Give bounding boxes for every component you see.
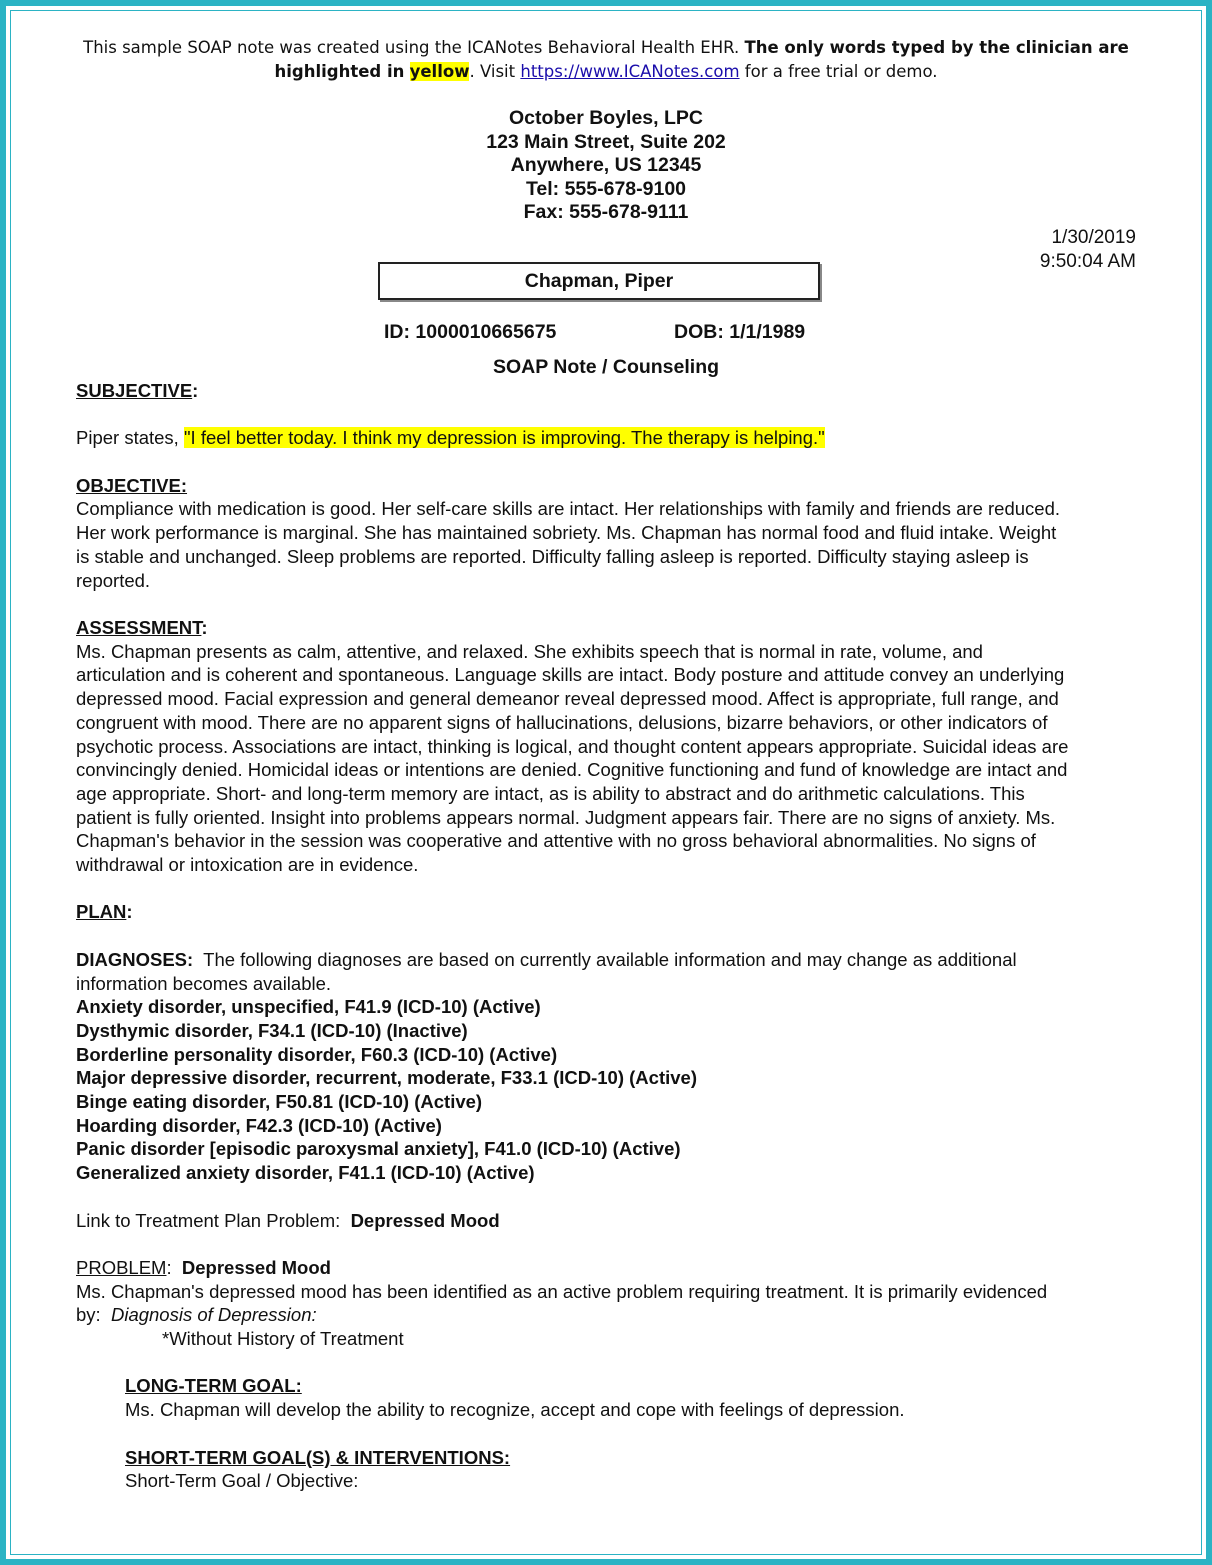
problem-heading: PROBLEM: Depressed Mood	[76, 1256, 331, 1278]
patient-dob: DOB: 1/1/1989	[674, 321, 806, 343]
diagnoses-list	[76, 995, 1140, 1185]
problem-sub: *Without History of Treatment	[162, 1328, 404, 1350]
problem-text: Ms. Chapman's depressed mood has been identified as an active problem requiring treatment. It is primarily evidenced	[76, 1280, 1048, 1302]
diagnoses-intro: DIAGNOSES: The following diagnoses are based on currently available information and may change as additional	[76, 948, 1017, 970]
note-time: 9:50:04 AM	[1039, 251, 1136, 272]
notice-visit: . Visit	[469, 62, 516, 81]
subjective-heading: SUBJECTIVE:	[76, 380, 199, 401]
note-type-title: SOAP Note / Counseling	[492, 356, 720, 378]
diagnosis-item: Hoarding disorder, F42.3 (ICD-10) (Active)	[76, 1114, 442, 1136]
notice-yellow-word: yellow	[409, 62, 470, 81]
plan-heading: PLAN:	[76, 901, 133, 923]
diagnosis-item: Borderline personality disorder, F60.3 (ICD-10) (Active)	[76, 1043, 558, 1065]
short-term-goal-heading: SHORT-TERM GOAL(S) & INTERVENTIONS:	[125, 1446, 511, 1468]
provider-header	[306, 107, 906, 225]
provider-address2: Anywhere, US 12345	[510, 154, 702, 176]
notice-bold-text: The only words typed by the clinician are highlighted in	[274, 38, 1129, 81]
diagnosis-item: Dysthymic disorder, F34.1 (ICD-10) (Inactive)	[76, 1019, 468, 1041]
assessment-text: Ms. Chapman presents as calm, attentive, and relaxed. She exhibits speech that is normal in rate, volume, and articulation and is coherent and spontaneous. Language skills are intact. Body posture and attitude convey an underlying depressed mood. Facial expression and general demeanor reveal depressed mood. Affect is appropriate, full range, and congruent with mood. There are no apparent signs of hallucinations, delusions, bizarre behaviors, or other indicators of psychotic process. Associations are intact, thinking is logical, and thought content appears appropriate. Suicidal ideas are convincingly denied. Homicidal ideas or intentions are denied. Cognitive functioning and fund of knowledge are intact and age appropriate. Short- and long-term memory are intact, as is ability to abstract and do arithmetic calculations. This patient is fully oriented. Insight into problems appears normal. Judgment appears fair. There are no signs of anxiety. Ms. Chapman's behavior in the session was cooperative and attentive with no gross behavioral abnormalities. No signs of withdrawal or intoxication are in evidence.	[76, 640, 1069, 876]
diagnosis-item: Major depressive disorder, recurrent, moderate, F33.1 (ICD-10) (Active)	[76, 1067, 697, 1089]
notice-text: This sample SOAP note was created using the ICANotes Behavioral Health EHR.	[83, 38, 740, 57]
subjective-text: Piper states, "I feel better today. I think my depression is improving. The therapy is helping."	[76, 427, 825, 449]
patient-id-row	[384, 320, 806, 344]
provider-name: October Boyles, LPC	[509, 107, 703, 129]
sample-notice	[60, 36, 1152, 84]
notice-trial: for a free trial or demo.	[744, 62, 938, 81]
provider-fax: Fax: 555-678-9111	[523, 201, 689, 223]
link-treatment-plan: Link to Treatment Plan Problem: Depressed Mood	[76, 1209, 500, 1231]
objective-heading: OBJECTIVE:	[76, 474, 188, 496]
diagnosis-item: Panic disorder [episodic paroxysmal anxiety], F41.0 (ICD-10) (Active)	[76, 1138, 681, 1160]
note-body	[76, 379, 1140, 1493]
provider-address1: 123 Main Street, Suite 202	[486, 130, 726, 153]
subjective-quote: "I feel better today. I think my depression is improving. The therapy is helping."	[183, 427, 825, 449]
problem-evidence: by: Diagnosis of Depression:	[76, 1304, 317, 1326]
patient-name-box	[378, 262, 820, 300]
icanotes-link[interactable]: https://www.ICANotes.com	[520, 62, 740, 81]
patient-name: Chapman, Piper	[524, 270, 674, 292]
short-term-goal-text: Short-Term Goal / Objective:	[125, 1470, 359, 1492]
assessment-heading: ASSESSMENT:	[76, 616, 208, 638]
diagnosis-item: Binge eating disorder, F50.81 (ICD-10) (Active)	[76, 1091, 483, 1113]
patient-id: ID: 1000010665675	[384, 321, 557, 343]
diagnosis-item: Generalized anxiety disorder, F41.1 (ICD-10) (Active)	[76, 1162, 535, 1184]
long-term-goal-text: Ms. Chapman will develop the ability to recognize, accept and cope with feelings of depression.	[125, 1399, 905, 1421]
provider-tel: Tel: 555-678-9100	[525, 177, 687, 200]
note-date: 1/30/2019	[1051, 227, 1136, 248]
diagnosis-item: Anxiety disorder, unspecified, F41.9 (ICD-10) (Active)	[76, 996, 541, 1018]
diagnoses-intro-cont: information becomes available.	[76, 972, 332, 994]
long-term-goal-heading: LONG-TERM GOAL:	[125, 1375, 302, 1397]
objective-text: Compliance with medication is good. Her self-care skills are intact. Her relationships with family and friends are reduced. Her work performance is marginal. She has maintained sobriety. Ms. Chapman has normal food and fluid intake. Weight is stable and unchanged. Sleep problems are reported. Difficulty falling asleep is reported. Difficulty staying asleep is reported.	[76, 498, 1061, 591]
note-datetime	[1040, 226, 1136, 274]
